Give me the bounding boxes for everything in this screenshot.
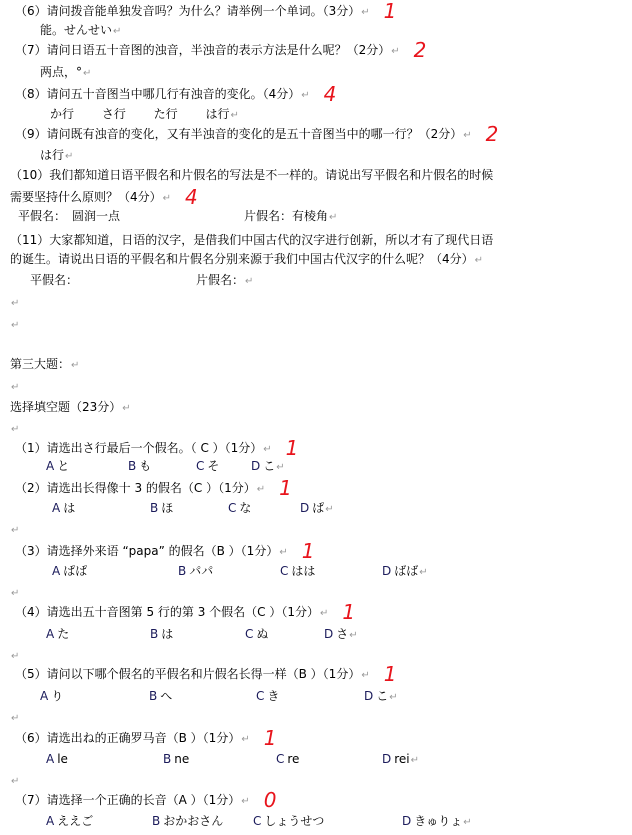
- line-text: 能。せんせい: [40, 23, 113, 37]
- paragraph-mark: ↵: [11, 713, 20, 724]
- text-line: [50, 105, 239, 123]
- answer-option: [46, 812, 93, 830]
- option-text: きゅりょ: [414, 814, 463, 828]
- line-text: 平假名： 圆润一点: [18, 209, 121, 223]
- text-line: [15, 122, 499, 146]
- blank-line: [10, 771, 19, 789]
- option-text: へ: [160, 689, 173, 703]
- answer-option: [364, 687, 398, 705]
- option-letter: C: [196, 459, 205, 473]
- answer-option: [253, 812, 324, 830]
- paragraph-mark: ↵: [349, 630, 358, 641]
- handwritten-score: 1: [285, 436, 299, 460]
- paragraph-mark: ↵: [256, 484, 266, 495]
- option-letter: C: [228, 501, 237, 515]
- answer-option: [150, 499, 173, 517]
- answer-option: [40, 687, 63, 705]
- option-letter: A: [46, 752, 55, 766]
- option-text: しょうせつ: [264, 814, 325, 828]
- text-line: [18, 207, 120, 225]
- text-line: [30, 271, 78, 289]
- paragraph-mark: ↵: [474, 255, 484, 266]
- paragraph-mark: ↵: [11, 651, 20, 662]
- handwritten-score: 1: [383, 0, 397, 23]
- answer-option: [163, 750, 189, 768]
- option-text: り: [51, 689, 64, 703]
- answer-option: [256, 687, 279, 705]
- option-letter: D: [382, 752, 392, 766]
- answer-option: [152, 812, 223, 830]
- paragraph-mark: ↵: [391, 46, 400, 57]
- paragraph-mark: ↵: [389, 692, 398, 703]
- option-letter: C: [276, 752, 285, 766]
- paragraph-mark: ↵: [65, 151, 74, 162]
- option-text: た: [57, 627, 70, 641]
- question-text: （5）请问以下哪个假名的平假名和片假名长得一样（B ）（1分）: [15, 667, 361, 681]
- option-letter: D: [251, 459, 261, 473]
- line-text: （6）请问拨音能单独发音吗？为什么？请举例一个单词。（3分）: [15, 4, 361, 18]
- option-letter: A: [40, 689, 49, 703]
- paragraph-mark: ↵: [11, 776, 20, 787]
- answer-option: [276, 750, 299, 768]
- line-text: （10）我们都知道日语平假名和片假名的写法是不一样的。请说出写平假名和片假名的时候: [10, 168, 494, 182]
- text-line: [10, 315, 19, 333]
- text-line: [40, 63, 91, 81]
- paragraph-mark: ↵: [11, 588, 20, 599]
- option-text: こ: [376, 689, 389, 703]
- paragraph-mark: ↵: [463, 130, 472, 141]
- text-line: [10, 355, 79, 373]
- paragraph-mark: ↵: [230, 110, 239, 121]
- line-text: 需要坚持什么原则？（4分）: [10, 190, 162, 204]
- paragraph-mark: ↵: [410, 755, 420, 766]
- option-letter: C: [256, 689, 265, 703]
- paragraph-mark: ↵: [301, 90, 310, 101]
- paragraph-mark: ↵: [320, 608, 329, 619]
- option-letter: B: [178, 564, 187, 578]
- line-text: か行 さ行 た行 は行: [50, 107, 230, 121]
- text-line: [40, 21, 121, 39]
- paragraph-mark: ↵: [276, 462, 285, 473]
- question-text: （7）请选择一个正确的长音（A ）（1分）: [15, 793, 241, 807]
- paragraph-mark: ↵: [11, 525, 20, 536]
- paragraph-mark: ↵: [113, 26, 122, 37]
- paragraph-mark: ↵: [263, 444, 272, 455]
- handwritten-score: 2: [413, 38, 427, 62]
- text-line: [10, 419, 19, 437]
- paragraph-mark: ↵: [463, 817, 472, 828]
- answer-option: [402, 812, 472, 830]
- paragraph-mark: ↵: [329, 212, 338, 223]
- line-text: （7）请问日语五十音图的浊音，半浊音的表示方法是什么呢？（2分）: [15, 43, 391, 57]
- answer-option: [280, 562, 315, 580]
- question-line: [15, 476, 292, 500]
- option-text: ぱ: [312, 501, 325, 515]
- paragraph-mark: ↵: [11, 382, 20, 393]
- line-text: （8）请问五十音图当中哪几行有浊音的变化。（4分）: [15, 87, 301, 101]
- option-letter: A: [52, 564, 61, 578]
- option-letter: A: [46, 627, 55, 641]
- text-line: [15, 38, 427, 62]
- paragraph-mark: ↵: [122, 403, 131, 414]
- paragraph-mark: ↵: [71, 360, 80, 371]
- option-letter: B: [150, 627, 159, 641]
- handwritten-score: 1: [279, 476, 292, 500]
- option-letter: B: [152, 814, 161, 828]
- option-letter: A: [46, 459, 55, 473]
- answer-option: [46, 457, 69, 475]
- answer-option: [382, 562, 428, 580]
- line-text: 片假名：有棱角: [244, 209, 329, 223]
- option-letter: B: [163, 752, 172, 766]
- paragraph-mark: ↵: [162, 193, 172, 204]
- paragraph-mark: ↵: [361, 670, 370, 681]
- option-letter: B: [128, 459, 137, 473]
- question-text: （3）请选择外来语 “papa” 的假名（B ）（1分）: [15, 544, 279, 558]
- line-text: （9）请问既有浊音的变化，又有半浊音的变化的是五十音图当中的哪一行？（2分）: [15, 127, 463, 141]
- option-letter: B: [150, 501, 159, 515]
- text-line: [10, 250, 483, 268]
- answer-option: [46, 750, 68, 768]
- answer-option: [251, 457, 285, 475]
- answer-option: [300, 499, 334, 517]
- question-line: [15, 788, 277, 812]
- answer-option: [324, 625, 358, 643]
- answer-option: [128, 457, 151, 475]
- option-text: ばば: [394, 564, 419, 578]
- option-text: ne: [174, 752, 190, 766]
- option-text: re: [287, 752, 300, 766]
- answer-option: [52, 562, 87, 580]
- option-text: ぱぱ: [63, 564, 88, 578]
- paragraph-mark: ↵: [241, 796, 250, 807]
- blank-line: [10, 520, 19, 538]
- option-text: ええご: [57, 814, 94, 828]
- line-text: 两点，°: [40, 65, 83, 79]
- option-letter: C: [280, 564, 289, 578]
- paragraph-mark: ↵: [361, 7, 370, 18]
- paragraph-mark: ↵: [419, 567, 428, 578]
- option-text: そ: [207, 459, 220, 473]
- option-text: rei: [394, 752, 410, 766]
- answer-option: [150, 625, 173, 643]
- option-letter: D: [364, 689, 374, 703]
- blank-line: [10, 708, 19, 726]
- line-text: （11）大家都知道，日语的汉字，是借我们中国古代的汉字进行创新，所以才有了现代日语: [10, 233, 494, 247]
- handwritten-score: 1: [263, 726, 277, 750]
- text-line: [10, 166, 493, 184]
- line-text: 第三大题：: [10, 357, 71, 371]
- paragraph-mark: ↵: [83, 68, 92, 79]
- line-text: 平假名：: [30, 273, 79, 287]
- option-text: こ: [263, 459, 276, 473]
- answer-option: [196, 457, 219, 475]
- option-text: き: [267, 689, 280, 703]
- text-line: [10, 398, 131, 416]
- answer-option: [149, 687, 172, 705]
- text-line: [10, 185, 198, 209]
- question-text: （2）请选出长得像十 3 的假名（C ）（1分）: [15, 481, 256, 495]
- paragraph-mark: ↵: [11, 320, 20, 331]
- question-line: [15, 436, 299, 460]
- line-text: は行: [40, 148, 65, 162]
- text-line: [10, 293, 19, 311]
- option-text: ぬ: [256, 627, 269, 641]
- paragraph-mark: ↵: [241, 734, 250, 745]
- paragraph-mark: ↵: [279, 547, 288, 558]
- option-letter: B: [149, 689, 158, 703]
- question-line: [15, 662, 397, 686]
- text-line: [15, 82, 337, 106]
- question-text: （6）请选出ね的正确罗马音（B ）（1分）: [15, 731, 241, 745]
- text-line: [244, 207, 337, 225]
- option-text: さ: [336, 627, 349, 641]
- option-text: と: [57, 459, 70, 473]
- question-text: （4）请选出五十音图第 5 行的第 3 个假名（C ）（1分）: [15, 605, 319, 619]
- paragraph-mark: ↵: [245, 276, 254, 287]
- option-letter: D: [402, 814, 412, 828]
- answer-option: [245, 625, 268, 643]
- option-text: は: [63, 501, 76, 515]
- line-text: 的诞生。请说出日语的平假名和片假名分别来源于我们中国古代汉字的什么呢？（4分）: [10, 252, 474, 266]
- option-text: な: [239, 501, 252, 515]
- option-text: も: [139, 459, 152, 473]
- paragraph-mark: ↵: [11, 424, 20, 435]
- handwritten-score: 2: [485, 122, 499, 146]
- handwritten-score: 1: [301, 539, 315, 563]
- answer-option: [228, 499, 251, 517]
- option-text: おかおさん: [163, 814, 224, 828]
- option-letter: A: [46, 814, 55, 828]
- option-letter: A: [52, 501, 61, 515]
- blank-line: [10, 583, 19, 601]
- handwritten-score: 1: [342, 600, 356, 624]
- line-text: 选择填空题（23分）: [10, 400, 122, 414]
- text-line: [40, 146, 73, 164]
- handwritten-score: 4: [185, 185, 198, 209]
- option-text: le: [57, 752, 68, 766]
- text-line: [15, 0, 397, 23]
- handwritten-score: 0: [263, 788, 277, 812]
- question-line: [15, 539, 315, 563]
- handwritten-score: 1: [383, 662, 397, 686]
- answer-option: [46, 625, 69, 643]
- line-text: 片假名：: [196, 273, 245, 287]
- blank-line: [10, 646, 19, 664]
- option-letter: C: [245, 627, 254, 641]
- option-letter: D: [382, 564, 392, 578]
- option-letter: D: [300, 501, 310, 515]
- answer-option: [382, 750, 419, 768]
- text-line: [196, 271, 253, 289]
- answer-option: [178, 562, 213, 580]
- paragraph-mark: ↵: [325, 504, 334, 515]
- question-line: [15, 726, 277, 750]
- option-letter: C: [253, 814, 262, 828]
- question-line: [15, 600, 356, 624]
- option-text: ほ: [161, 501, 174, 515]
- text-line: [10, 377, 19, 395]
- option-letter: D: [324, 627, 334, 641]
- option-text: はは: [291, 564, 316, 578]
- handwritten-score: 4: [323, 82, 337, 106]
- text-line: [10, 231, 493, 249]
- paragraph-mark: ↵: [11, 298, 20, 309]
- option-text: パパ: [189, 564, 214, 578]
- question-text: （1）请选出さ行最后一个假名。（ C ）（1分）: [15, 441, 263, 455]
- option-text: は: [161, 627, 174, 641]
- answer-option: [52, 499, 75, 517]
